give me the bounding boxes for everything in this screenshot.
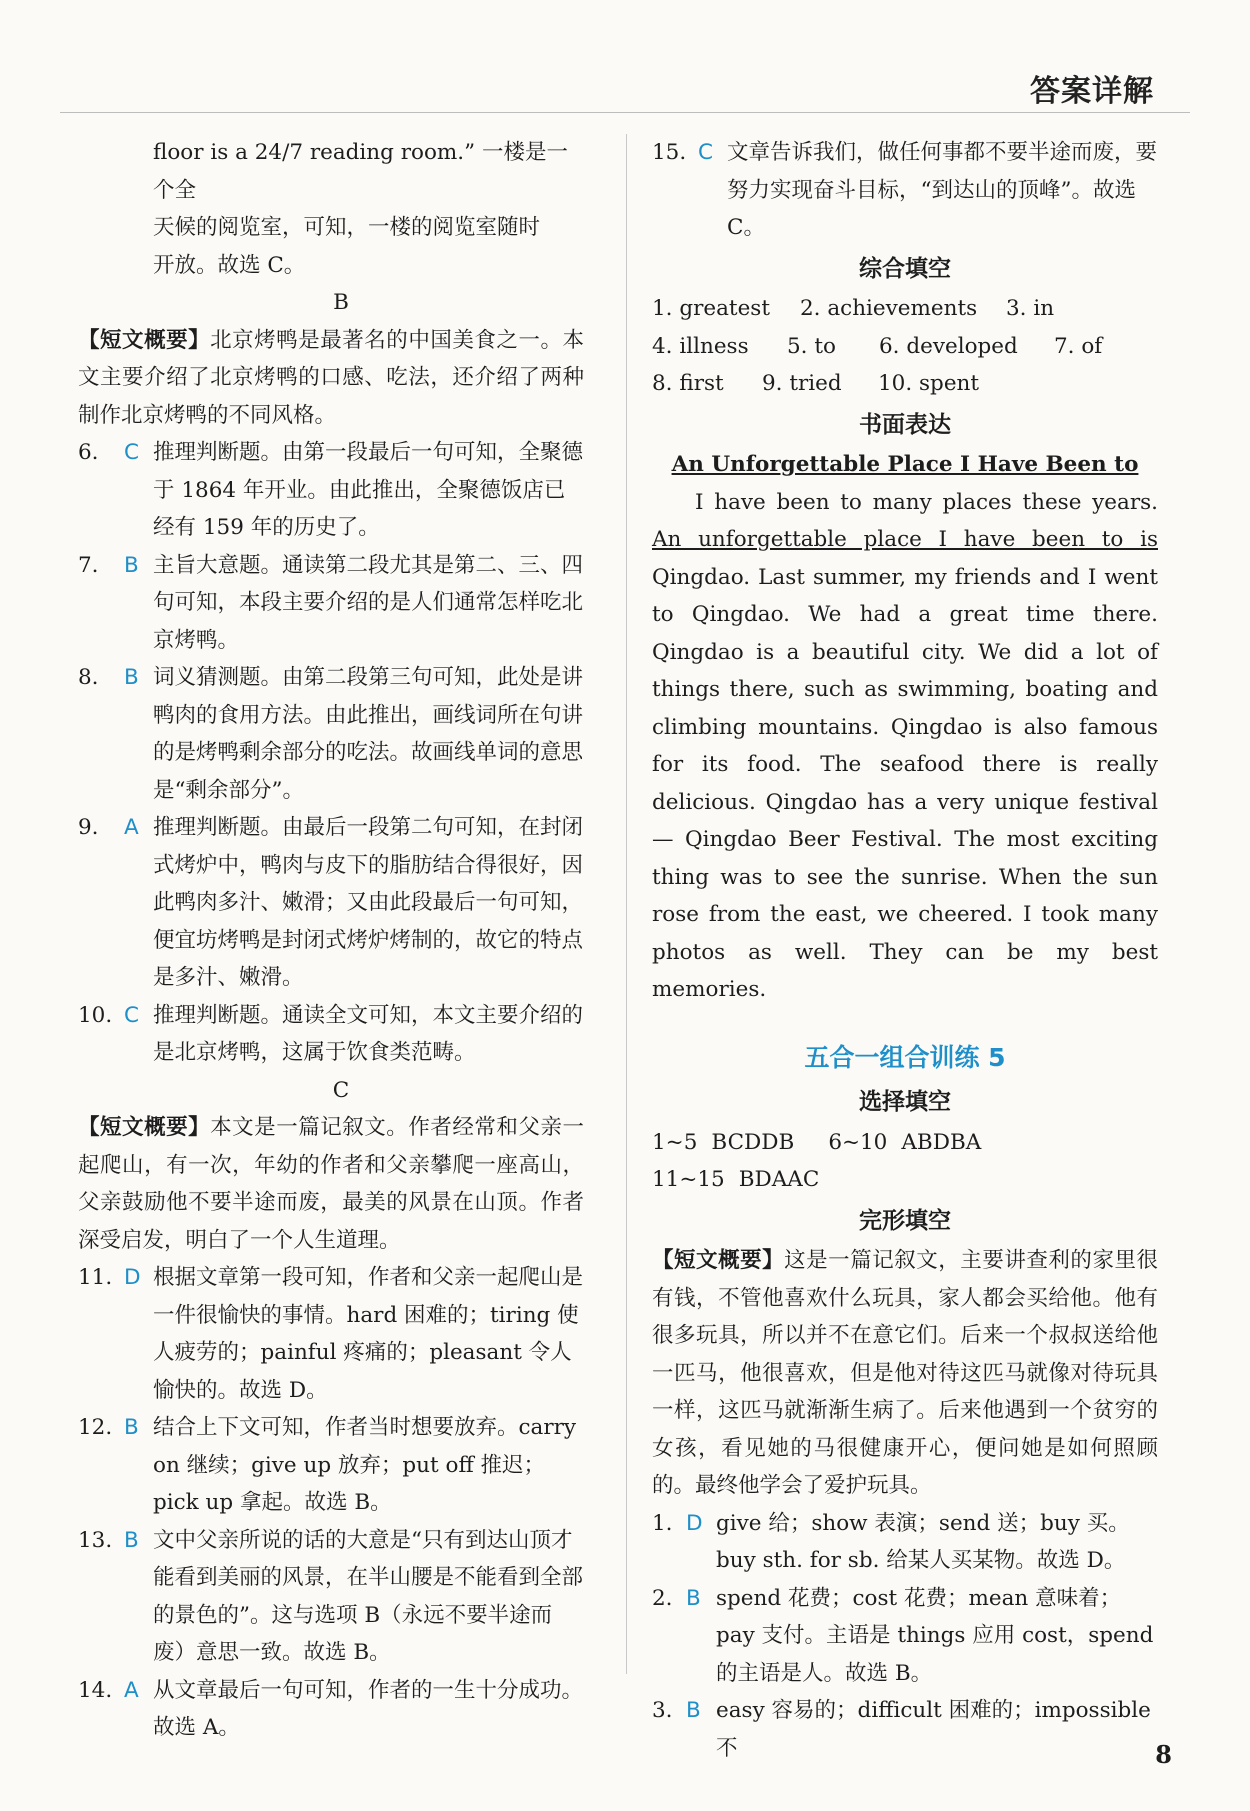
answer-item: [78, 997, 584, 1072]
answer-explanation: spend 花费；cost 花费；mean 意味着；pay 支付。主语是 things 应用 cost，spend 的主语是人。故选 B。: [716, 1585, 1154, 1686]
answer-item: [78, 1259, 584, 1409]
answer-item: [78, 1672, 584, 1747]
answer-item: [78, 659, 584, 809]
answer-letter: B: [124, 552, 139, 578]
answer-letter: B: [686, 1698, 701, 1723]
answer-letter: B: [124, 665, 139, 690]
answer-explanation: 文章告诉我们，做任何事都不要半途而废，要努力实现奋斗目标，“到达山的顶峰”。故选 C。: [727, 140, 1158, 240]
answer-explanation: 推理判断题。通读全文可知，本文主要介绍的是北京烤鸭，这属于饮食类范畴。: [153, 1002, 584, 1065]
summary-label: 【短文概要】: [78, 1115, 211, 1140]
summary-text: 北京烤鸭是最著名的中国美食之一。本文主要介绍了北京烤鸭的口感、吃法，还介绍了两种制作北京烤鸭的不同风格。: [78, 327, 584, 428]
choice-range: 6~10: [828, 1129, 888, 1155]
fill-answer: 5. to: [787, 333, 836, 359]
answer-letter: C: [124, 440, 140, 465]
section-heading-fill: 综合填空: [859, 255, 951, 282]
summary-text: 这是一篇记叙文，主要讲查利的家里很有钱，不管他喜欢什么玩具，家人都会买给他。他有很多玩具，所以并不在意它们。后来一个叔叔送给他一匹马，他很喜欢，但是他对待这匹马就像对待玩具一样，这匹马就渐渐生病了。后来他遇到一个贫穷的女孩，看见她的马很健康开心，便问她是如何照顾的。最终他学会了爱护玩具。: [652, 1248, 1158, 1498]
answer-explanation: 主旨大意题。通读第二段尤其是第二、三、四句可知，本段主要介绍的是人们通常怎样吃北京烤鸭。: [153, 552, 584, 653]
fill-answer: 6. developed: [879, 333, 1018, 359]
answer-item: [652, 1580, 1158, 1693]
summary-label: 【短文概要】: [652, 1248, 785, 1273]
question-number: 13.: [78, 1527, 113, 1553]
answer-letter: A: [124, 815, 139, 840]
essay-title-text: An Unforgettable Place I Have Been to: [671, 452, 1139, 477]
fill-answer: 7. of: [1054, 333, 1103, 359]
answer-letter: D: [124, 1265, 141, 1290]
part-b-label: B: [333, 290, 349, 315]
choice-answers-row: [652, 1124, 1158, 1162]
column-divider: [626, 134, 627, 1674]
answer-explanation: 文中父亲所说的话的大意是“只有到达山顶才能看到美丽的风景，在半山腰是不能看到全部的景色的”。这与选项 B（永远不要半途而废）意思一致。故选 B。: [153, 1527, 584, 1665]
answer-explanation: 根据文章第一段可知，作者和父亲一起爬山是一件很愉快的事情。hard 困难的；tiring 使人疲劳的；painful 疼痛的；pleasant 令人愉快的。故选 D。: [153, 1265, 584, 1403]
answer-letter: C: [698, 140, 714, 165]
answer-explanation: 从文章最后一句可知，作者的一生十分成功。故选 A。: [153, 1677, 584, 1740]
fill-answer: 2. achievements: [800, 296, 978, 321]
page-number: 8: [1155, 1740, 1172, 1769]
answer-item: [78, 434, 584, 547]
intro-line: 开放。故选 C。: [153, 252, 306, 278]
question-number: 2.: [652, 1585, 673, 1611]
choice-answers: BDAAC: [738, 1167, 820, 1192]
choice-answers-row: [652, 1161, 1158, 1199]
question-number: 6.: [78, 440, 99, 465]
question-number: 15.: [652, 140, 687, 165]
answer-item: [652, 1692, 1158, 1767]
answer-item: [78, 1522, 584, 1672]
essay-body: [652, 484, 1158, 1009]
fill-answer: 1. greatest: [652, 296, 770, 321]
fill-answer: 8. first: [652, 371, 724, 396]
answer-explanation: 词义猜测题。由第二段第三句可知，此处是讲鸭肉的食用方法。由此推出，画线词所在句讲的是烤鸭剩余部分的吃法。故画线单词的意思是“剩余部分”。: [153, 665, 584, 803]
answer-letter: B: [124, 1527, 139, 1553]
summary-b: [78, 322, 584, 435]
fill-answers-row: [652, 365, 1158, 403]
fill-answers-row: [652, 290, 1158, 328]
answer-item: [78, 547, 584, 660]
fill-answer: 4. illness: [652, 333, 749, 359]
summary-label: 【短文概要】: [78, 327, 211, 353]
answer-item: [78, 1409, 584, 1522]
right-column: [652, 134, 1158, 1767]
summary-c: [78, 1109, 584, 1259]
essay-start: I have been to many places these years.: [695, 489, 1158, 515]
fill-answer: 3. in: [1006, 296, 1055, 321]
answer-explanation: 推理判断题。由最后一段第二句可知，在封闭式烤炉中，鸭肉与皮下的脂肪结合得很好，因此鸭肉多汁、嫩滑；又由此段最后一句可知，便宜坊烤鸭是封闭式烤炉烤制的，故它的特点是多汁、嫩滑。: [153, 815, 584, 990]
intro-line: 天候的阅览室，可知，一楼的阅览室随时: [153, 215, 541, 240]
fill-answers-row: [652, 328, 1158, 366]
summary-text: 本文是一篇记叙文。作者经常和父亲一起爬山，有一次，年幼的作者和父亲攀爬一座高山，父亲鼓励他不要半途而废，最美的风景在山顶。作者深受启发，明白了一个人生道理。: [78, 1115, 584, 1253]
fill-answer: 10. spent: [878, 371, 980, 396]
choice-answers: BCDDB: [711, 1129, 795, 1155]
answer-explanation: 结合上下文可知，作者当时想要放弃。carry on 继续；give up 放弃；put off 推迟；pick up 拿起。故选 B。: [153, 1415, 577, 1515]
section-heading-choice: 选择填空: [859, 1089, 951, 1115]
question-number: 14.: [78, 1677, 113, 1703]
answer-letter: D: [686, 1510, 703, 1536]
question-number: 3.: [652, 1698, 673, 1723]
header-rule: [60, 112, 1190, 113]
answer-item: [652, 1505, 1158, 1580]
part-c-label: C: [332, 1077, 350, 1103]
choice-range: 11~15: [652, 1167, 725, 1192]
answer-letter: B: [686, 1585, 701, 1611]
choice-answers: ABDBA: [901, 1129, 982, 1155]
answer-item: [652, 134, 1158, 247]
answer-explanation: give 给；show 表演；send 送；buy 买。buy sth. for sb. 给某人买某物。故选 D。: [716, 1510, 1130, 1573]
question-number: 12.: [78, 1415, 113, 1440]
question-number: 7.: [78, 552, 99, 578]
unit-title: 五合一组合训练 5: [804, 1042, 1006, 1072]
section-heading-writing: 书面表达: [859, 411, 951, 438]
left-column: [78, 134, 584, 1747]
question-number: 10.: [78, 1002, 113, 1028]
question-number: 11.: [78, 1265, 113, 1290]
section-heading-cloze: 完形填空: [859, 1207, 951, 1234]
answer-explanation: 推理判断题。由第一段最后一句可知，全聚德于 1864 年开业。由此推出，全聚德饭店已经有 159 年的历史了。: [153, 440, 584, 540]
question-number: 8.: [78, 665, 99, 690]
intro-line: floor is a 24/7 reading room.” 一楼是一个全: [153, 140, 568, 203]
page-header-title: 答案详解: [1030, 74, 1154, 109]
answer-letter: A: [124, 1677, 139, 1703]
question-number: 1.: [652, 1510, 673, 1536]
answer-item: [78, 809, 584, 997]
choice-range: 1~5: [652, 1129, 698, 1155]
answer-explanation: easy 容易的；difficult 困难的；impossible 不: [716, 1698, 1151, 1761]
essay-title: [652, 446, 1158, 484]
fill-answer: 9. tried: [762, 371, 842, 396]
answer-letter: C: [124, 1002, 140, 1028]
question-number: 9.: [78, 815, 99, 840]
essay-rest: Qingdao. Last summer, my friends and I went to Qingdao. We had a great time there. Qingdao is a beautiful city. We did a lot of things there, such as swimming, boating and climbing mountains. Qingdao is also famous for its food. The seafood there is really delicious. Qingdao has a very unique festival — Qingdao Beer Festival. The most exciting thing was to see the sunrise. When the sun rose from the east, we cheered. I took many photos as well. They can be my best memories.: [652, 564, 1158, 1002]
summary-cloze: [652, 1242, 1158, 1505]
essay-underlined-phrase: An unforgettable place I have been to is: [652, 527, 1158, 552]
answer-letter: B: [124, 1415, 139, 1440]
